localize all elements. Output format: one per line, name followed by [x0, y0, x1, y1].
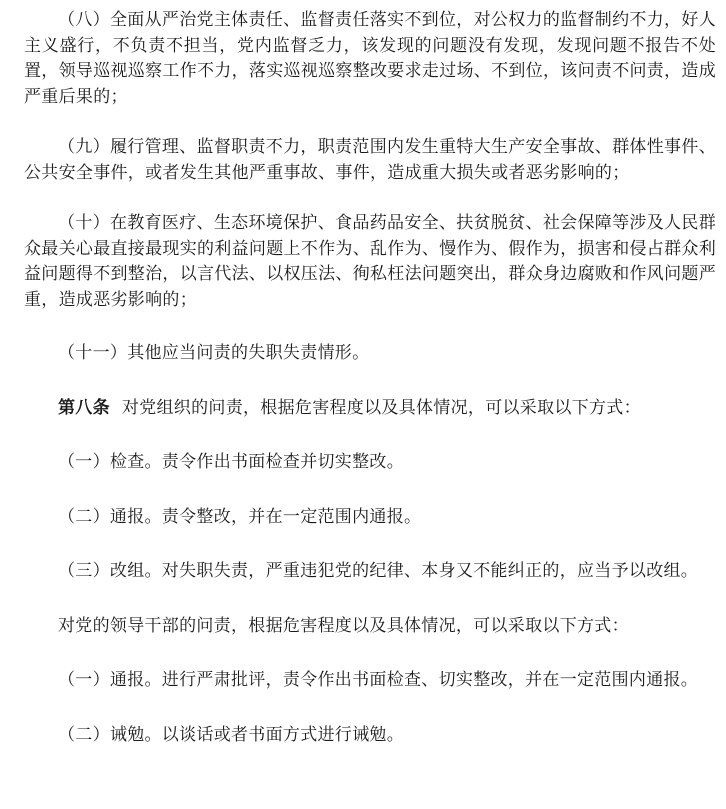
clause-8: （八）全面从严治党主体责任、监督责任落实不到位，对公权力的监督制约不力，好人主义盛行，不负责不担当，党内监督乏力，该发现的问题没有发现，发现问题不报告不处置，领导巡视巡察工作不力，落实巡视巡察整改要求走过场、不到位，该问责不问责，造成严重后果的；: [24, 10, 716, 107]
org-measure-check: （一）检查。责令作出书面检查并切实整改。: [58, 452, 404, 472]
org-measure-reorganize: （三）改组。对失职失责，严重违犯党的纪律、本身又不能纠正的，应当予以改组。: [58, 561, 699, 581]
org-measure-notice: （二）通报。责令整改，并在一定范围内通报。: [58, 506, 422, 527]
clause-11: （十一）其他应当问责的失职失责情形。: [58, 343, 370, 363]
article-8: [24, 396, 716, 422]
article-8-body: 对党组织的问责，根据危害程度以及具体情况，可以采取以下方式：: [121, 397, 641, 418]
clause-10: （十）在教育医疗、生态环境保护、食品药品安全、扶贫脱贫、社会保障等涉及人民群众最关心最直接最现实的利益问题上不作为、乱作为、慢作为、假作为，损害和侵占群众利益问题得不到整治，以言代法、以权压法、徇私枉法问题突出，群众身边腐败和作风问题严重，造成恶劣影响的；: [24, 213, 716, 310]
leader-measure-admonish: （二）诫勉。以谈话或者书面方式进行诫勉。: [58, 724, 404, 745]
article-8-heading: 第八条: [58, 397, 110, 418]
clause-9: （九）履行管理、监督职责不力，职责范围内发生重特大生产安全事故、群体性事件、公共安全事件，或者发生其他严重事故、事件，造成重大损失或者恶劣影响的；: [24, 137, 716, 183]
leader-accountability-intro: 对党的领导干部的问责，根据危害程度以及具体情况，可以采取以下方式：: [58, 615, 629, 636]
leader-measure-notice: （一）通报。进行严肃批评，责令作出书面检查、切实整改，并在一定范围内通报。: [58, 670, 699, 690]
